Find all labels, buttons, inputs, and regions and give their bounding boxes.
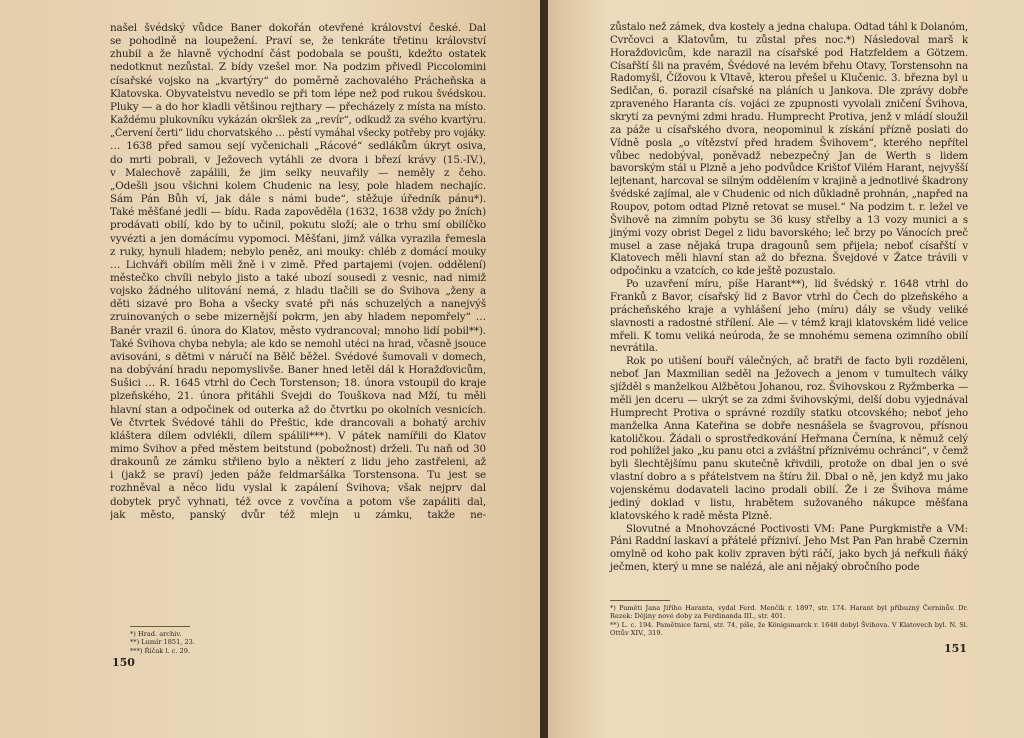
- right-page: [548, 0, 1024, 738]
- text-line: … 1638 před samou sejí vyčenichali „Rácové“ sedlákům úkryt osiva,: [110, 140, 486, 153]
- text-line: avisováni, s dětmi v náručí na Bělč běžel. Švédové šumovali v domech,: [110, 350, 486, 363]
- text-line: zruinovaných o sebe mizernější pokrm, jen aby hladem nepomřely“ …: [110, 311, 486, 324]
- text-line: děti sizavé pro Boha a všecky svaté při nás schuzelých a nanejvýš: [110, 298, 486, 311]
- paragraph: Slovutné a Mnohovzácné Poctivosti VM: Pane Purgkmistře a VM: Páni Raddní laskaví a přátelé přízniví. Jeho Mst Pan Pan hrabě Czernin omylně od koho pak koliv zpraven býti ráčí, jako bych já neřkuli ňáký ječmen, který u mne se nalézá, ale ani nějaký obročního pode: [610, 523, 968, 574]
- text-line: kláštera dílem odvlékli, dílem spálili***). V pátek namířili do Klatov: [110, 429, 486, 442]
- footnote: *) Hrad. archiv.: [130, 630, 182, 638]
- text-line: Také Švihova chyba nebyla; ale kdo se nemohl utéci na hrad, včasně jsouce: [110, 338, 486, 350]
- text-line: do mrti pobrali, v Ježovech vytáhli ze dvora i březí krávy (15.-IV.),: [110, 153, 486, 166]
- text-line: zhubil a že hlavně východní část podobala se poušti, kdežto ostatek: [110, 48, 486, 61]
- text-line: „Červení čerti“ lidu chorvatského … pěstí vymáhal všecky potřeby pro vojáky.: [110, 128, 486, 140]
- text-line: nedotknut nezůstal. Z bídy vzešel mor. Na podzim přivedl Piccolomini: [110, 61, 486, 74]
- text-line: mimo Švihov a před městem beitstund (pobožnost) drželi. Tu naň od 30: [110, 443, 486, 455]
- left-footnotes: [130, 630, 330, 655]
- book-gutter: [540, 0, 548, 738]
- text-line: císařské vojsko na „kvartýry“ do poměrně zachovalého Prácheňska a: [110, 74, 486, 87]
- text-line: plzeňského, 21. února přitáhli Švejdi do Touškova nad Mží, tu měli: [110, 390, 486, 403]
- text-line: i (jakž se praví) jeden páže feldmaršálka Torstensona. Tu jest se: [110, 469, 486, 482]
- text-line: jak město, panský dvůr též mlejn u zámku, takže ne-: [110, 508, 486, 521]
- footnote: *) Paměti Jana Jiřího Haranta, vydal Ferd. Menčík r. 1897, str. 174. Harant byl příbuzný Černínův. Dr. Rezek: Dějiny nové doby za Ferdinanda III., str. 401.: [610, 604, 968, 621]
- text-line: Klatovska. Obyvatelstvu nevedlo se při tom lépe než pod rukou švédskou.: [110, 88, 486, 100]
- right-text-column: [610, 22, 968, 575]
- text-line: hlavní stan a odpočinek od outerka až do čtvrtku po okolních vesnicích.: [110, 403, 486, 416]
- text-line: na dobývání hradu nepomyslivše. Baner hned letěl dál k Horažďovicům,: [110, 364, 486, 377]
- text-line: Pluky — a do hor kladli většinou rejthary — přecházely z místa na místo.: [110, 100, 486, 113]
- footnote: **) L. c. 194. Pamětnice farní, str. 74, píše, že Königsmarck r. 1648 dobyl Švihova. V Klatovech byl. N. Sl. Ottův XIV., 319.: [610, 620, 968, 638]
- text-line: dobytek pryč vyhnati, též ovce z vovčína a potom vše zapáliti dal,: [110, 495, 486, 508]
- text-line: našel švédský vůdce Baner dokořán otevřené království české. Dal: [110, 22, 486, 34]
- paragraph: Po uzavření míru, píše Harant**), lid švédský r. 1648 vtrhl do Franků z Bavor, císařský lid z Bavor vtrhl do Čech do plzeňského a prácheňského kraje a vyhlášení jeho (míru) dály se všudy veliké slavnosti a radostné střílení. Ale — v témž kraji klatovském lidé velice mřeli. K tomu veliká neúroda, že se mnohému semena ozimního obilí nevrátila.: [610, 279, 968, 355]
- text-line: Každému plukovníku vykázán okršlek za „revír“, odkudž za svého kvartýru.: [110, 115, 486, 127]
- text-line: vojsko žádného ulitování nemá, z hladu tlačili se do Švihova „ženy a: [110, 285, 486, 298]
- paragraph: zůstalo než zámek, dva kostely a jedna chalupa. Odtad táhl k Dolanóm, Cvrčovci a Klatovům, tu zůstal přes noc.*) Následoval marš k Horažďovicům, kde narazil na císařské pod Hatzfeldem a Götzem. Císařští šli na pravém, Švédové na levém břehu Otavy, Torstensohn na Radomyšl, Čížovou k Vltavě, kterou přešel u Klučenic. 3. března byl u Sedlčan, 6. porazil císařské na pláních u Jankova. Dle zprávy dobře zpraveného Haranta cís. vojáci ze zpupnosti vyvolali zničení Švihova, skrytí za pevnými zdmi hradu. Humprecht Protiva, jenž v mládí sloužil za páže u císařského dvora, neopominul k získání přízně poslati do Vídně posla „o vítězství před hradem Švihovem“, kterého nepřítel vůbec nedobýval, poněvadž nebezpečný Jan de Werth s lidem bavorským stál u Plzně a jeho podvůdce Krištof Vilém Harant, nejvyšší lejtenant, harcoval se silným oddělením v krajině a jednotlivé škadrony švédské zajímal, ale v Chudenic od nich důkladně prohnán, „napřed na Roupov, potom odtad Plzně retovat se musel.“ Na podzim t. r. ležel ve Švihově na zimním pobytu se 36 kusy střelby a 13 vozy munici a s jinými vozy obrist Degel z lidu bavorského; leč brzy po Vánocích preč musel a zase nějaká trupa dragounů sem přijela; neboť císařští v Klatovech měli hlavní stan až do března. Švejdové v Žatce trávili v odpočinku a vzatcích, co kde ještě pozustalo.: [610, 22, 968, 278]
- footnote-divider: [610, 600, 670, 601]
- page-number: 151: [944, 642, 967, 655]
- paragraph: Rok po utišení bouří válečných, ač bratři de facto byli rozděleni, neboť Jan Maxmilian seděl na Ježovech a jenom v tumultech války sjížděl s manželkou Alžbětou Johanou, roz. Švihovskou z Ryžmberka — měli jen dceru — ukrýt se za zdmi švihovskými, delší dobu vyjednával Humprecht Protiva o správné rozdíly statku otcovského; neboť jeho manželka Anna Kateřina se dobře nesnášela se švagrovou, přísnou katoličkou. Žádali o sprostředkování Heřmana Černína, k němuž celý rod pohlížel jako „ku panu otci a zvláštní příznivému ochránci“, v čemž byli šlechtějšímu panu skutečně křivdili, protože on dbal jen o své vlastní dobro a s přátelstvem na štíru žil. Dbal o ně, jen když mu jako vojenskému dodavateli lacino prodali obilí. Že i ze Švihova máme jediný doklad v listu, hrabětem sužovaného nákupce měšťana klatovského k radě města Plzně.: [610, 356, 968, 522]
- text-line: v Malechově zapálili, že jim selky neuvařily — neměly z čeho.: [110, 166, 486, 179]
- text-line: Ve čtvrtek Švédové táhli do Přeštic, kde drancovali a bohatý archiv: [110, 416, 486, 429]
- text-line: Také měšťané jedli — bídu. Rada zapověděla (1632, 1638 vždy po žních): [110, 206, 486, 219]
- footnote: **) Lumír 1851, 23.: [130, 638, 195, 647]
- right-footnotes: [610, 604, 968, 638]
- text-line: se pohodlně na loupežení. Praví se, že tenkráte třetinu království: [110, 35, 486, 48]
- text-line: prodávati obilí, kdo by to učinil, pokutu složí; ale o trhu smí obilíčko: [110, 219, 486, 232]
- page-number: 150: [112, 656, 135, 669]
- footnote: ***) Říčak l. c. 29.: [130, 646, 191, 655]
- footnote-divider: [130, 626, 190, 627]
- text-line: Banér vrazil 6. února do Klatov, město vydrancoval; mnoho lidí pobil**).: [110, 324, 486, 337]
- left-text-column: [110, 22, 486, 522]
- text-line: z ruky, hynuli hladem; nebylo peněz, ani mouky: chléb z domácí mouky: [110, 245, 486, 258]
- text-line: „Odešli jsou všichni kolem Chudenic na lesy, pole hladem nechajíc.: [110, 179, 486, 192]
- text-line: Sušici … R. 1645 vtrhl do Čech Torstenson; 18. února vstoupil do kraje: [110, 377, 486, 390]
- text-line: rozhněval a něco lidu vyslal k zapálení Švihova; však nejprv dal: [110, 482, 486, 495]
- text-line: … Lichváři obilím měli žně i v zimě. Před partajemi (vojen. oddělení): [110, 258, 486, 271]
- text-line: drakounů ze zámku střileno bylo a některí z lidu jeho zastřeleni, až: [110, 456, 486, 469]
- text-line: Sám Pán Bůh ví, jak dále s námi bude“, stěžuje úředník pánu*).: [110, 193, 486, 206]
- text-line: vyvézti a jen domácímu vypomoci. Měšťani, jimž válka vyrazila řemesla: [110, 232, 486, 245]
- text-line: městečko chvíli nebylo jisto a také ubozí sousedi z vesnic, nad nimiž: [110, 271, 486, 284]
